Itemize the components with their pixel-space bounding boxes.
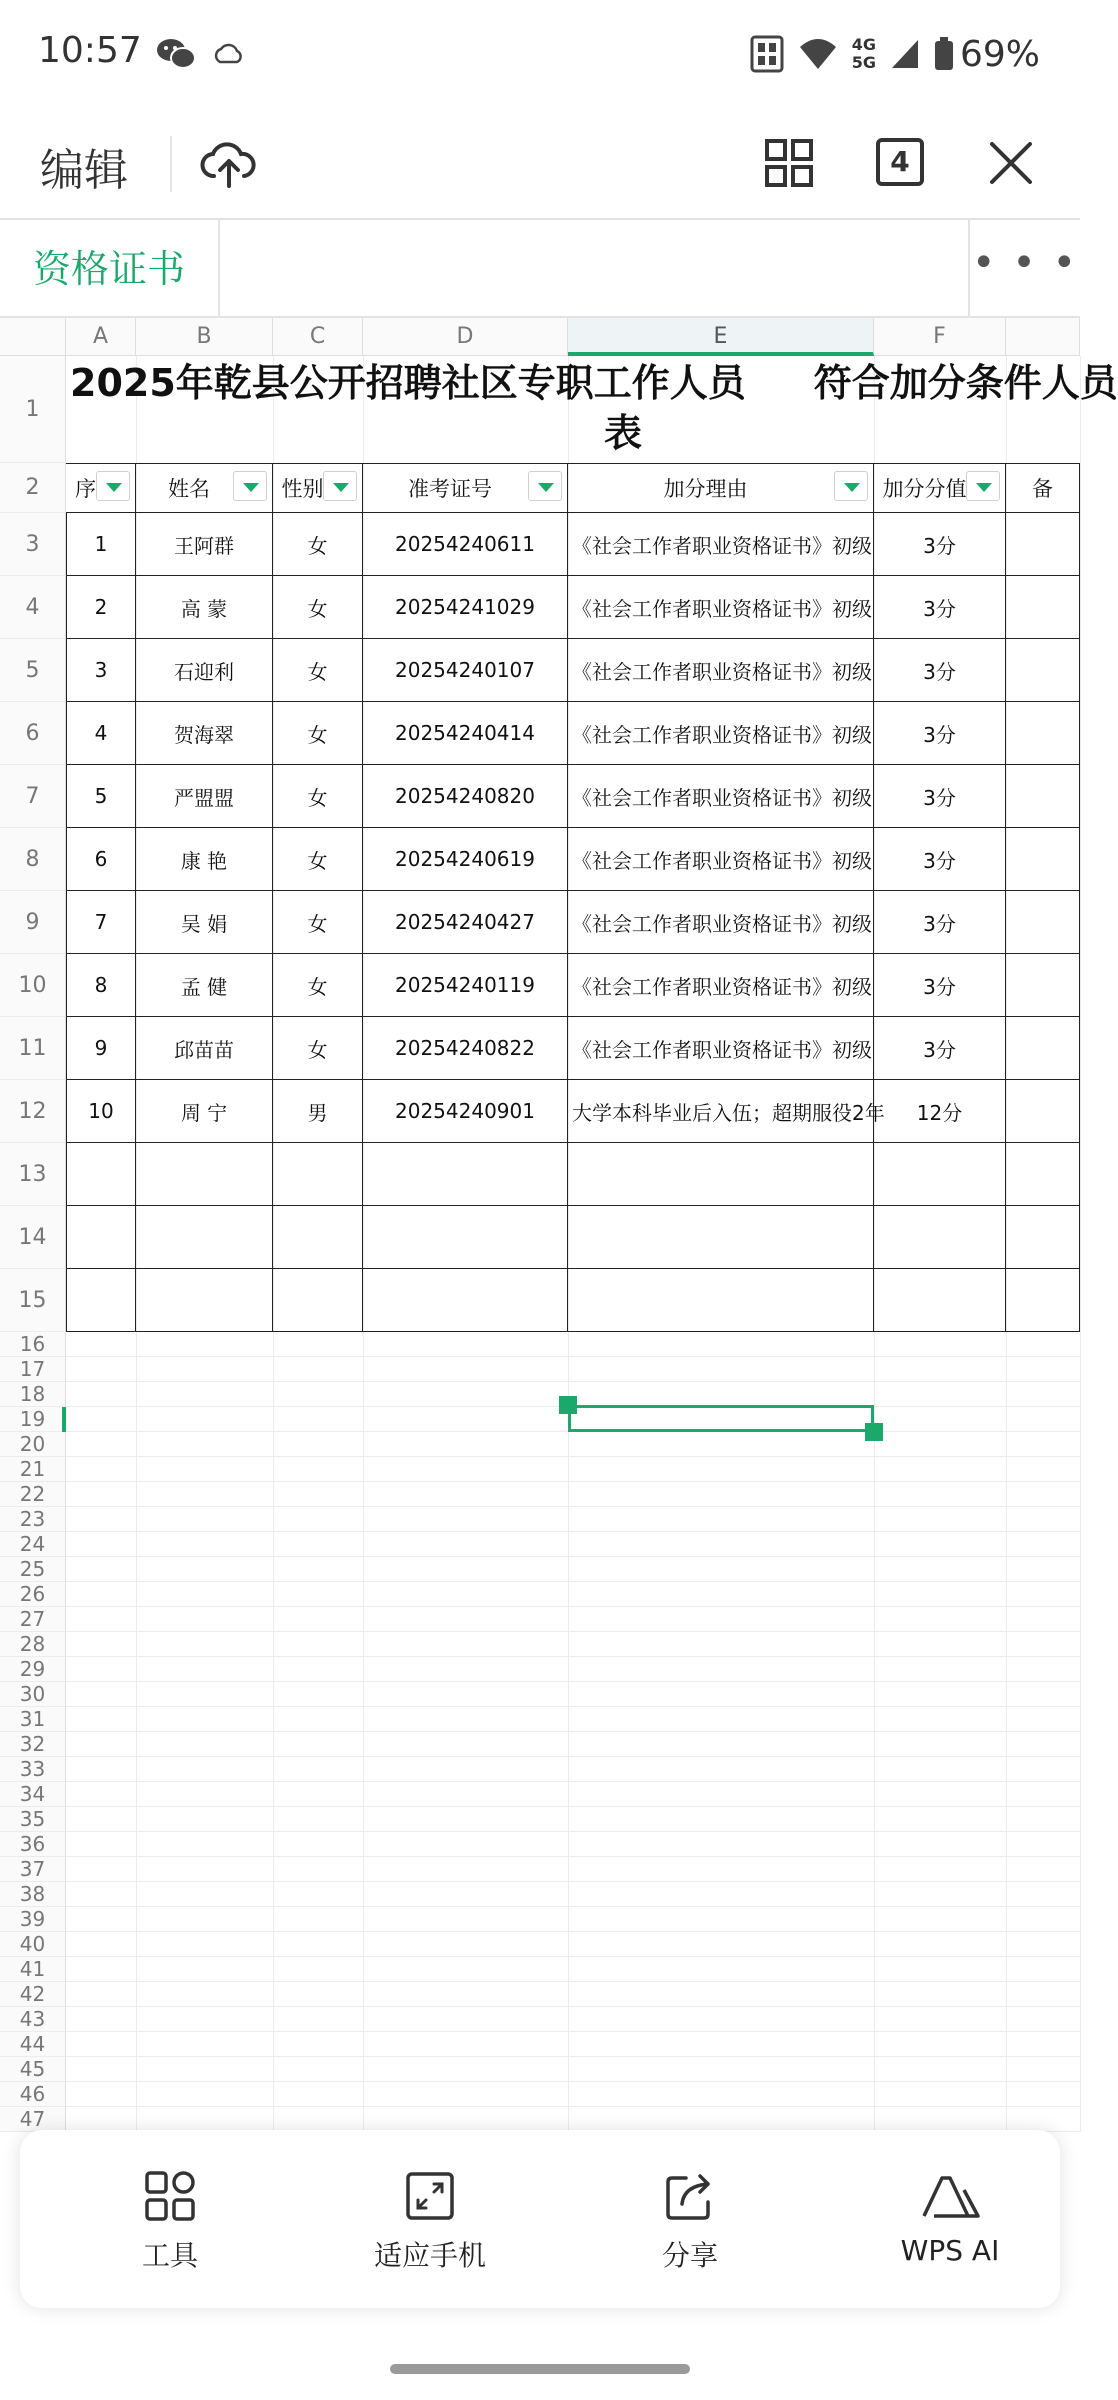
table-cell[interactable]	[874, 702, 1006, 765]
row-header[interactable]: 16	[0, 1332, 66, 1357]
gridline	[66, 1681, 1080, 1682]
cell-value-gender: 女	[307, 974, 328, 999]
gridline	[66, 1531, 1080, 1532]
table-cell[interactable]	[273, 576, 363, 639]
row-header[interactable]: 10	[0, 954, 66, 1017]
cell-value-points: 3分	[923, 659, 956, 684]
empty-cell[interactable]	[874, 1206, 1006, 1269]
table-cell[interactable]	[874, 828, 1006, 891]
cell-value-gender: 女	[307, 911, 328, 936]
gridline	[66, 2031, 1080, 2032]
cell-value-name: 康 艳	[180, 848, 228, 873]
table-cell[interactable]	[136, 828, 273, 891]
gridline	[66, 1906, 1080, 1907]
table-cell[interactable]	[363, 954, 568, 1017]
table-cell[interactable]	[363, 513, 568, 576]
cell-value-no: 4	[94, 721, 108, 745]
table-cell[interactable]	[66, 702, 136, 765]
cell-value-exam_no: 20254240414	[395, 721, 535, 745]
empty-cell[interactable]	[1006, 1206, 1080, 1269]
cell-value-points: 3分	[923, 848, 956, 873]
table-cell[interactable]	[66, 576, 136, 639]
cell-value-reason: 《社会工作者职业资格证书》初级	[572, 722, 872, 747]
table-header-cell[interactable]	[1006, 463, 1080, 513]
empty-cell[interactable]	[66, 1143, 136, 1206]
row-header[interactable]: 43	[0, 2007, 66, 2032]
empty-cell[interactable]	[273, 1269, 363, 1332]
cell-value-exam_no: 20254241029	[395, 595, 535, 619]
table-cell[interactable]	[66, 891, 136, 954]
table-cell[interactable]	[1006, 765, 1080, 828]
row-header[interactable]: 21	[0, 1457, 66, 1482]
cell-value-gender: 女	[307, 1037, 328, 1062]
table-cell[interactable]	[136, 1017, 273, 1080]
selection-handle-end[interactable]	[865, 1423, 883, 1441]
empty-cell[interactable]	[568, 1143, 874, 1206]
gridline	[66, 1956, 1080, 1957]
table-cell[interactable]	[874, 639, 1006, 702]
table-cell[interactable]	[568, 639, 874, 702]
row-header[interactable]: 25	[0, 1557, 66, 1582]
table-cell[interactable]	[273, 954, 363, 1017]
empty-cell[interactable]	[363, 1269, 568, 1332]
cell-value-name: 王阿群	[174, 533, 234, 558]
wps-ai-button[interactable]	[840, 2170, 1060, 2280]
gridline	[66, 1656, 1080, 1657]
table-cell[interactable]	[568, 1080, 885, 1143]
table-cell[interactable]	[1006, 639, 1080, 702]
cell-value-gender: 女	[307, 659, 328, 684]
empty-cell[interactable]	[874, 1143, 1006, 1206]
row-header[interactable]: 36	[0, 1832, 66, 1857]
row-header[interactable]: 9	[0, 891, 66, 954]
selection-handle-start[interactable]	[559, 1396, 577, 1414]
gridline	[66, 2081, 1080, 2082]
table-cell[interactable]	[273, 1080, 363, 1143]
row-header[interactable]: 15	[0, 1269, 66, 1332]
table-cell[interactable]	[1006, 702, 1080, 765]
empty-cell[interactable]	[66, 1206, 136, 1269]
network-type	[852, 36, 876, 72]
table-cell[interactable]	[363, 1017, 568, 1080]
row-header[interactable]: 2	[0, 463, 66, 513]
table-header-label: 备	[1032, 477, 1053, 501]
gridline	[66, 1856, 1080, 1857]
active-row-indicator	[62, 1407, 66, 1432]
cell-value-reason: 《社会工作者职业资格证书》初级	[572, 1037, 872, 1062]
column-header-c[interactable]: C	[273, 318, 363, 356]
table-cell[interactable]	[66, 1017, 136, 1080]
table-cell[interactable]	[66, 513, 136, 576]
gridline	[66, 1556, 1080, 1557]
table-cell[interactable]	[568, 828, 874, 891]
table-cell[interactable]	[568, 891, 874, 954]
row-header[interactable]: 26	[0, 1582, 66, 1607]
table-cell[interactable]	[66, 954, 136, 1017]
row-header[interactable]: 22	[0, 1482, 66, 1507]
table-cell[interactable]	[1006, 828, 1080, 891]
grid-view-icon[interactable]	[764, 138, 814, 188]
cell-value-points: 3分	[923, 974, 956, 999]
table-cell[interactable]	[1006, 1017, 1080, 1080]
row-header[interactable]: 6	[0, 702, 66, 765]
app-toolbar	[0, 108, 1080, 218]
empty-cell[interactable]	[136, 1269, 273, 1332]
table-cell[interactable]	[874, 1080, 1006, 1143]
wps-ai-icon	[920, 2170, 980, 2222]
column-header-b[interactable]: B	[136, 318, 273, 356]
cell-value-reason: 《社会工作者职业资格证书》初级	[572, 974, 872, 999]
table-cell[interactable]	[66, 1080, 136, 1143]
table-cell[interactable]	[874, 513, 1006, 576]
gridline	[66, 1981, 1080, 1982]
close-icon[interactable]	[986, 138, 1036, 188]
cell-value-exam_no: 20254240901	[395, 1099, 535, 1123]
sheet-tab-bar	[0, 218, 1080, 318]
table-cell[interactable]	[136, 702, 273, 765]
cell-value-exam_no: 20254240611	[395, 532, 535, 556]
empty-cell[interactable]	[568, 1206, 874, 1269]
row-header[interactable]: 3	[0, 513, 66, 576]
row-header[interactable]: 40	[0, 1932, 66, 1957]
row-header[interactable]: 23	[0, 1507, 66, 1532]
bottom-action-bar	[20, 2130, 1060, 2308]
cell-value-reason: 《社会工作者职业资格证书》初级	[572, 848, 872, 873]
table-cell[interactable]	[363, 765, 568, 828]
cell-selection[interactable]	[568, 1405, 874, 1432]
table-cell[interactable]	[136, 954, 273, 1017]
tools-icon	[144, 2170, 196, 2222]
row-header[interactable]: 19	[0, 1407, 66, 1432]
filter-dropdown-icon[interactable]	[96, 471, 130, 501]
table-cell[interactable]	[568, 576, 874, 639]
empty-cell[interactable]	[136, 1206, 273, 1269]
row-header[interactable]: 13	[0, 1143, 66, 1206]
filter-dropdown-icon[interactable]	[834, 471, 868, 501]
row-header[interactable]: 38	[0, 1882, 66, 1907]
more-icon[interactable]: • • •	[968, 220, 1080, 318]
tools-label: 工具	[141, 2239, 198, 2272]
cell-value-exam_no: 20254240107	[395, 658, 535, 682]
table-cell[interactable]	[363, 639, 568, 702]
fit-phone-button[interactable]	[320, 2170, 540, 2280]
table-cell[interactable]	[136, 639, 273, 702]
gridline	[66, 1356, 1080, 1357]
cell-value-name: 严盟盟	[174, 785, 234, 810]
gridline	[66, 1881, 1080, 1882]
row-header[interactable]: 41	[0, 1957, 66, 1982]
cell-value-points: 3分	[923, 533, 956, 558]
table-cell[interactable]	[874, 1017, 1006, 1080]
table-cell[interactable]	[273, 702, 363, 765]
row-header[interactable]: 45	[0, 2057, 66, 2082]
wechat-icon	[155, 36, 197, 72]
cell-value-gender: 女	[307, 785, 328, 810]
empty-cell[interactable]	[568, 1269, 874, 1332]
empty-cell[interactable]	[874, 1269, 1006, 1332]
gridline	[66, 2106, 1080, 2107]
cell-value-name: 高 蒙	[180, 596, 228, 621]
table-cell[interactable]	[136, 765, 273, 828]
row-header[interactable]: 31	[0, 1707, 66, 1732]
sheet-title-part2: 符合加分条件人员	[813, 361, 1118, 405]
filter-dropdown-icon[interactable]	[323, 471, 357, 501]
cell-value-name: 周 宁	[180, 1100, 228, 1125]
table-cell[interactable]	[273, 891, 363, 954]
table-cell[interactable]	[874, 765, 1006, 828]
status-right	[736, 32, 1040, 76]
empty-cell[interactable]	[363, 1143, 568, 1206]
table-cell[interactable]	[363, 702, 568, 765]
home-indicator[interactable]	[390, 2364, 690, 2374]
table-cell[interactable]	[363, 1080, 568, 1143]
network-bottom: 5G	[851, 53, 876, 72]
cloud-status-icon	[212, 40, 244, 66]
gridline	[66, 2006, 1080, 2007]
table-cell[interactable]	[1006, 513, 1080, 576]
cell-value-reason: 《社会工作者职业资格证书》初级	[572, 533, 872, 558]
fit-phone-label: 适应手机	[373, 2239, 486, 2272]
gridline	[1080, 356, 1081, 2132]
table-header-label: 加分理由	[663, 477, 748, 501]
row-header[interactable]: 17	[0, 1357, 66, 1382]
cell-value-name: 孟 健	[180, 974, 228, 999]
sheet-title-line2: 表	[604, 411, 643, 455]
gridline	[66, 1831, 1080, 1832]
cell-value-no: 3	[94, 658, 108, 682]
cell-value-name: 吴 娟	[180, 911, 228, 936]
cell-value-gender: 女	[307, 533, 328, 558]
cell-value-no: 1	[94, 532, 108, 556]
filter-dropdown-icon[interactable]	[528, 471, 562, 501]
cell-value-no: 10	[88, 1099, 114, 1123]
cell-value-reason: 《社会工作者职业资格证书》初级	[572, 785, 872, 810]
table-cell[interactable]	[273, 1017, 363, 1080]
row-header[interactable]: 47	[0, 2107, 66, 2132]
table-cell[interactable]	[66, 828, 136, 891]
share-icon	[664, 2170, 716, 2222]
row-header[interactable]: 20	[0, 1432, 66, 1457]
row-header[interactable]: 39	[0, 1907, 66, 1932]
filter-dropdown-icon[interactable]	[233, 471, 267, 501]
gridline	[66, 1931, 1080, 1932]
table-header-label: 加分分值	[882, 477, 967, 501]
row-header[interactable]: 7	[0, 765, 66, 828]
row-header[interactable]: 42	[0, 1982, 66, 2007]
cell-value-points: 3分	[923, 722, 956, 747]
empty-cell[interactable]	[273, 1143, 363, 1206]
row-header[interactable]: 46	[0, 2082, 66, 2107]
table-cell[interactable]	[136, 513, 273, 576]
table-cell[interactable]	[1006, 576, 1080, 639]
cell-value-reason: 《社会工作者职业资格证书》初级	[572, 911, 872, 936]
wps-ai-label: WPS AI	[900, 2234, 1000, 2267]
table-cell[interactable]	[363, 891, 568, 954]
signal-icon	[890, 38, 920, 70]
spreadsheet-grid[interactable]	[0, 318, 1118, 2131]
share-label: 分享	[661, 2239, 718, 2272]
cloud-upload-icon[interactable]	[196, 132, 256, 192]
share-button[interactable]	[580, 2170, 800, 2280]
battery-icon	[934, 37, 954, 71]
table-cell[interactable]	[568, 1017, 874, 1080]
cell-value-no: 9	[94, 1036, 108, 1060]
table-cell[interactable]	[1006, 954, 1080, 1017]
table-header-cell[interactable]	[568, 463, 874, 513]
filter-dropdown-icon[interactable]	[966, 471, 1000, 501]
cell-value-no: 2	[94, 595, 108, 619]
cell-value-reason: 大学本科毕业后入伍；超期服役2年	[572, 1100, 885, 1125]
cell-value-exam_no: 20254240619	[395, 847, 535, 871]
cell-value-points: 3分	[923, 1037, 956, 1062]
table-cell[interactable]	[273, 765, 363, 828]
table-cell[interactable]	[66, 639, 136, 702]
row-header[interactable]: 14	[0, 1206, 66, 1269]
cell-value-reason: 《社会工作者职业资格证书》初级	[572, 596, 872, 621]
table-cell[interactable]	[1006, 891, 1080, 954]
row-header[interactable]: 33	[0, 1757, 66, 1782]
row-header[interactable]: 44	[0, 2032, 66, 2057]
column-header-d[interactable]: D	[363, 318, 568, 356]
table-header-label: 性别	[281, 477, 324, 501]
column-header-a[interactable]: A	[66, 318, 136, 356]
gridline	[66, 2056, 1080, 2057]
battery-percent: 69%	[959, 33, 1040, 75]
cell-value-gender: 女	[307, 722, 328, 747]
row-header[interactable]: 32	[0, 1732, 66, 1757]
gridline	[66, 1706, 1080, 1707]
empty-cell[interactable]	[66, 1269, 136, 1332]
table-header-label: 姓名	[168, 477, 210, 501]
gridline	[66, 1731, 1080, 1732]
row-header[interactable]: 4	[0, 576, 66, 639]
gridline	[66, 1381, 1080, 1382]
row-header[interactable]: 12	[0, 1080, 66, 1143]
cell-value-exam_no: 20254240427	[395, 910, 535, 934]
status-time: 10:57	[38, 30, 142, 71]
row-header[interactable]: 30	[0, 1682, 66, 1707]
tools-button[interactable]	[60, 2170, 280, 2280]
row-header[interactable]: 35	[0, 1807, 66, 1832]
status-bar	[0, 0, 1080, 108]
select-all-corner[interactable]	[0, 318, 66, 356]
cell-value-gender: 男	[307, 1100, 328, 1125]
table-cell[interactable]	[568, 702, 874, 765]
table-cell[interactable]	[874, 954, 1006, 1017]
table-cell[interactable]	[363, 828, 568, 891]
gridline	[66, 1481, 1080, 1482]
gridline	[66, 1806, 1080, 1807]
table-cell[interactable]	[363, 576, 568, 639]
cell-value-points: 12分	[916, 1100, 963, 1125]
cell-value-no: 6	[94, 847, 108, 871]
row-header[interactable]: 1	[0, 356, 66, 463]
table-cell[interactable]	[136, 1080, 273, 1143]
edit-button[interactable]: 编辑	[40, 145, 128, 196]
gridline	[66, 1506, 1080, 1507]
gridline	[66, 1606, 1080, 1607]
column-header-f[interactable]: F	[874, 318, 1006, 356]
sheet-title	[70, 358, 1118, 408]
gridline	[66, 1631, 1080, 1632]
table-header-label: 准考证号	[408, 477, 492, 501]
row-header[interactable]: 24	[0, 1532, 66, 1557]
cell-value-exam_no: 20254240822	[395, 1036, 535, 1060]
table-cell[interactable]	[136, 891, 273, 954]
table-cell[interactable]	[66, 765, 136, 828]
table-cell[interactable]	[568, 765, 874, 828]
gridline	[66, 1581, 1080, 1582]
empty-cell[interactable]	[1006, 1143, 1080, 1206]
wifi-icon	[798, 37, 838, 71]
cell-value-points: 3分	[923, 596, 956, 621]
toolbar-divider	[170, 136, 172, 192]
cell-value-name: 邱苗苗	[174, 1037, 234, 1062]
table-header-label: 序	[75, 477, 96, 501]
cell-value-reason: 《社会工作者职业资格证书》初级	[572, 659, 872, 684]
cell-value-gender: 女	[307, 596, 328, 621]
cell-value-points: 3分	[923, 911, 956, 936]
column-header-g[interactable]	[1006, 318, 1080, 356]
nfc-icon	[750, 35, 784, 73]
fit-phone-icon	[404, 2170, 456, 2222]
row-header[interactable]: 34	[0, 1782, 66, 1807]
table-cell[interactable]	[273, 513, 363, 576]
table-cell[interactable]	[136, 576, 273, 639]
network-top: 4G	[851, 35, 876, 54]
gridline	[66, 1781, 1080, 1782]
row-header[interactable]: 27	[0, 1607, 66, 1632]
column-header-e[interactable]: E	[568, 318, 874, 356]
empty-cell[interactable]	[136, 1143, 273, 1206]
empty-cell[interactable]	[363, 1206, 568, 1269]
cell-value-gender: 女	[307, 848, 328, 873]
table-cell[interactable]	[1006, 1080, 1080, 1143]
cell-value-exam_no: 20254240820	[395, 784, 535, 808]
row-header[interactable]: 37	[0, 1857, 66, 1882]
cell-value-name: 石迎利	[174, 659, 234, 684]
row-header[interactable]: 11	[0, 1017, 66, 1080]
row-header[interactable]: 18	[0, 1382, 66, 1407]
gridline	[66, 1756, 1080, 1757]
row-header[interactable]: 5	[0, 639, 66, 702]
table-cell[interactable]	[874, 891, 1006, 954]
cell-value-exam_no: 20254240119	[395, 973, 535, 997]
empty-cell[interactable]	[1006, 1269, 1080, 1332]
gridline	[66, 1456, 1080, 1457]
cell-value-name: 贺海翠	[174, 722, 234, 747]
sheet-tab-active[interactable]: 资格证书	[0, 220, 220, 318]
sheet-title-part1: 2025年乾县公开招聘社区专职工作人员	[70, 361, 746, 405]
cell-value-no: 8	[94, 973, 108, 997]
empty-cell[interactable]	[273, 1206, 363, 1269]
row-header[interactable]: 8	[0, 828, 66, 891]
table-cell[interactable]	[273, 639, 363, 702]
table-cell[interactable]	[273, 828, 363, 891]
cell-value-points: 3分	[923, 785, 956, 810]
cell-value-no: 5	[94, 784, 108, 808]
row-header[interactable]: 28	[0, 1632, 66, 1657]
table-cell[interactable]	[568, 513, 874, 576]
table-cell[interactable]	[874, 576, 1006, 639]
row-header[interactable]: 29	[0, 1657, 66, 1682]
table-cell[interactable]	[568, 954, 874, 1017]
cell-value-no: 7	[94, 910, 108, 934]
tab-count-button[interactable]: 4	[876, 138, 924, 186]
